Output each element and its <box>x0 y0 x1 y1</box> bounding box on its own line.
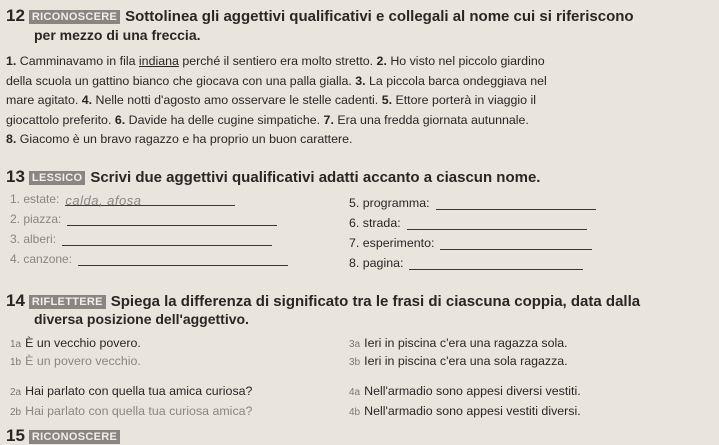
sentence-text: della scuola un gattino bianco che giocava con una palla gialla. <box>6 73 356 88</box>
sentence-pair-item <box>349 354 568 368</box>
exercise-number: 12 <box>6 6 25 25</box>
handwritten-answer: calda, afosa <box>65 193 142 208</box>
pair-label: 1b <box>10 357 22 368</box>
pair-sentence: Hai parlato con quella tua amica curiosa? <box>25 384 253 398</box>
pair-label: 2a <box>10 387 22 398</box>
pair-label: 1a <box>10 339 22 350</box>
answer-row <box>349 256 583 270</box>
pair-label: 2b <box>10 407 22 418</box>
pair-sentence: È un povero vecchio. <box>25 354 141 368</box>
answer-row <box>10 252 288 266</box>
sentence-number: 2. <box>376 54 387 68</box>
sentence-text: Nelle notti d'agosto amo osservare le stelle cadenti. <box>92 93 382 107</box>
pair-sentence: Nell'armadio sono appesi vestiti diversi. <box>364 404 581 418</box>
pair-sentence: Hai parlato con quella tua curiosa amica? <box>25 404 253 418</box>
answer-row <box>349 216 587 230</box>
noun-label: 7. esperimento: <box>349 236 435 250</box>
sentence-text: perché il sentiero era molto stretto. <box>178 54 377 68</box>
answer-blank[interactable] <box>407 217 587 230</box>
answer-row <box>10 232 272 246</box>
exercise-tag: LESSICO <box>29 171 85 185</box>
answer-blank[interactable] <box>409 257 583 270</box>
exercise-number: 14 <box>6 291 25 310</box>
pair-label: 3b <box>349 357 361 368</box>
text-line <box>6 91 712 111</box>
text-line <box>6 130 712 150</box>
pair-sentence: Ieri in piscina c'era una sola ragazza. <box>364 354 568 368</box>
underlined-adjective: indiana <box>138 54 179 68</box>
exercise-tag: RICONOSCERE <box>29 10 120 24</box>
sentence-number: 5. <box>381 93 393 107</box>
sentence-number: 6. <box>114 112 126 127</box>
answer-row <box>349 196 596 210</box>
sentence-text: Camminavamo in fila <box>16 54 139 68</box>
answer-blank[interactable] <box>65 193 235 206</box>
pair-sentence: È un vecchio povero. <box>25 336 141 350</box>
text-line <box>6 72 712 92</box>
answer-row <box>349 236 592 250</box>
pair-label: 3a <box>349 339 361 350</box>
sentence-text: La piccola barca ondeggiava nel <box>365 73 547 88</box>
text-line <box>6 52 712 72</box>
sentence-text: Ettore porterà in viaggio il <box>392 93 536 107</box>
noun-label: 1. estate: <box>10 192 60 206</box>
sentence-number: 7. <box>323 112 334 127</box>
noun-label: 2. piazza: <box>10 212 62 226</box>
noun-label: 6. strada: <box>349 216 401 230</box>
sentence-text: Giacomo è un bravo ragazzo e ha proprio un buon carattere. <box>16 132 353 146</box>
sentence-pair-item <box>349 404 581 418</box>
noun-label: 3. alberi: <box>10 232 57 246</box>
exercise-tag: RIFLETTERE <box>29 295 106 309</box>
exercise-title: Spiega la differenza di significato tra le frasi di ciascuna coppia, data dalla <box>110 293 641 310</box>
exercise-13-heading <box>6 168 540 186</box>
exercise-number: 15 <box>6 426 25 445</box>
sentence-number: 8. <box>6 132 17 146</box>
sentence-number: 3. <box>355 73 366 88</box>
sentence-text: Era una fredda giornata autunnale. <box>333 112 529 127</box>
answer-blank[interactable] <box>78 253 288 266</box>
exercise-number: 13 <box>6 167 25 186</box>
noun-label: 8. pagina: <box>349 256 404 270</box>
noun-label: 5. programma: <box>349 196 430 210</box>
sentence-pair-item <box>10 404 252 418</box>
sentence-number: 4. <box>81 93 93 107</box>
sentence-text: Ho visto nel piccolo giardino <box>386 54 545 68</box>
sentence-number: 1. <box>6 54 17 68</box>
text-line <box>6 111 712 131</box>
pair-sentence: Nell'armadio sono appesi diversi vestiti. <box>364 384 581 398</box>
pair-label: 4a <box>349 387 361 398</box>
answer-blank[interactable] <box>67 213 277 226</box>
pair-sentence: Ieri in piscina c'era una ragazza sola. <box>364 336 568 350</box>
exercise-14-title-cont: diversa posizione dell'aggettivo. <box>34 311 249 327</box>
noun-label: 4. canzone: <box>10 252 73 266</box>
pair-label: 4b <box>349 407 361 418</box>
sentence-pair-item <box>10 354 141 368</box>
answer-blank[interactable] <box>436 197 596 210</box>
exercise-12-heading <box>6 7 634 25</box>
sentence-text: mare agitato. <box>6 93 82 107</box>
answer-row <box>10 192 235 206</box>
sentence-text: giocattolo preferito. <box>6 112 115 127</box>
answer-row <box>10 212 277 226</box>
answer-blank[interactable] <box>62 233 272 246</box>
exercise-14-heading <box>6 292 640 310</box>
exercise-15-heading <box>6 427 125 445</box>
exercise-title: Scrivi due aggettivi qualificativi adatti accanto a ciascun nome. <box>90 169 541 186</box>
answer-blank[interactable] <box>440 237 592 250</box>
sentence-text: Davide ha delle cugine simpatiche. <box>125 112 324 127</box>
sentence-pair-item <box>349 336 568 350</box>
sentence-pair-item <box>349 384 581 398</box>
sentence-pair-item <box>10 384 252 398</box>
exercise-tag: RICONOSCERE <box>29 430 120 444</box>
exercise-title: Sottolinea gli aggettivi qualificativi e collegali al nome cui si riferiscono <box>125 8 634 25</box>
sentence-pair-item <box>10 336 141 350</box>
exercise-12-text <box>6 52 712 150</box>
exercise-12-title-cont: per mezzo di una freccia. <box>34 27 201 43</box>
